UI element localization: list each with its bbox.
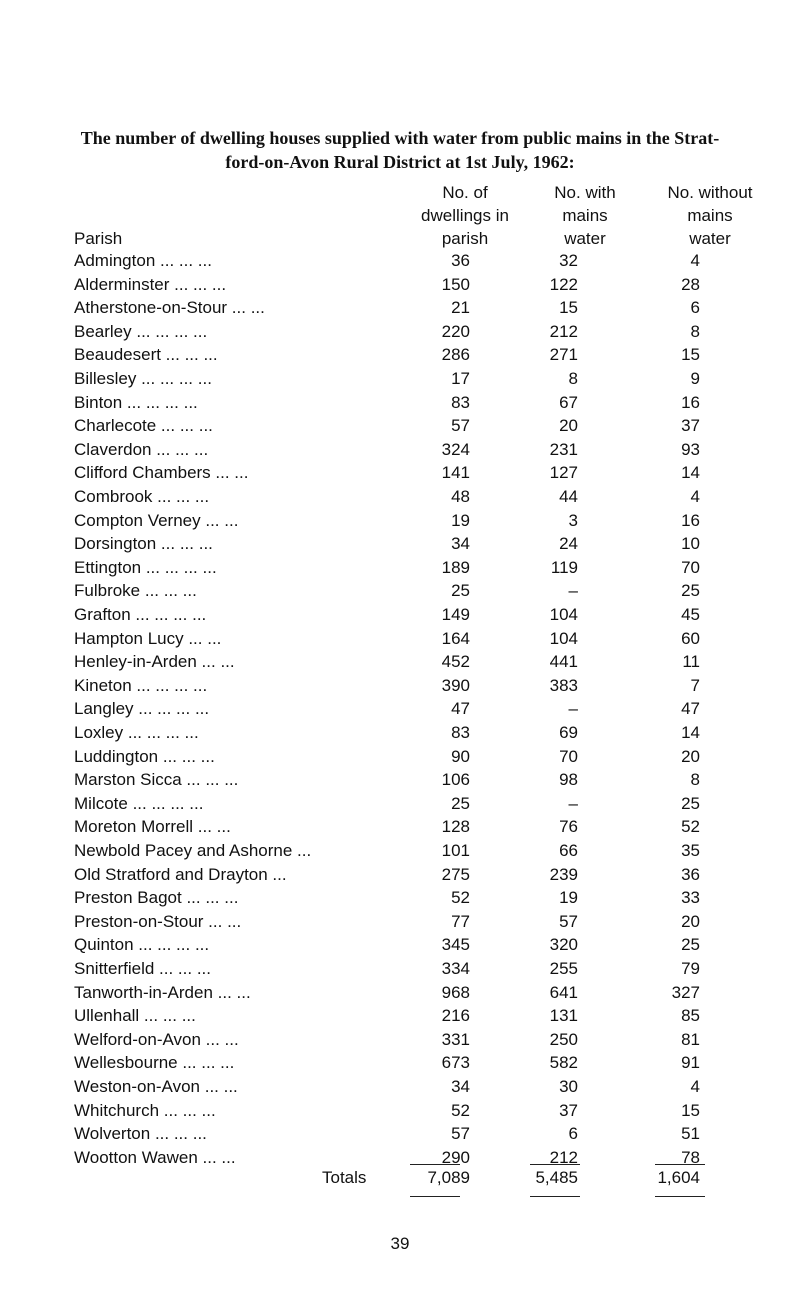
parish-name: Alderminster ... ... ... [74,274,227,294]
without-mains-count: 35 [681,841,700,860]
header-parish: Parish [74,229,123,248]
table-row [0,841,800,865]
without-mains-count: 8 [690,321,700,341]
without-mains-count: 70 [681,557,700,577]
parish-name: Langley ... ... ... ... [74,699,210,719]
without-mains-count: 9 [690,369,700,388]
table-row [0,605,800,629]
parish-name: Snitterfield ... ... ... [74,959,211,978]
parish-name: Preston Bagot ... ... ... [74,888,239,908]
column-rule [530,1196,580,1197]
with-mains-count: 8 [568,369,578,388]
table-title-line-2: ford-on-Avon Rural District at 1st July, 1962: [225,152,575,172]
dwellings-count: 83 [451,723,470,742]
dwellings-count: 189 [441,557,470,577]
with-mains-count: 67 [559,392,578,412]
dwellings-count: 36 [451,251,470,270]
with-mains-count: – [568,581,578,601]
column-rule [410,1196,460,1197]
without-mains-count: 37 [681,416,700,436]
table-row [0,511,800,535]
column-rule [410,1164,460,1165]
with-mains-count: 70 [559,746,578,766]
header-dwellings-line: No. of [442,183,488,202]
without-mains-count: 15 [681,345,700,365]
dwellings-count: 52 [451,1100,470,1120]
table-row [0,416,800,440]
dwellings-count: 48 [451,487,470,506]
table-row [0,534,800,558]
without-mains-count: 7 [690,675,700,695]
without-mains-count: 16 [681,510,700,530]
parish-name: Ullenhall ... ... ... [74,1006,196,1026]
with-mains-count: 271 [549,345,578,365]
total-without-mains: 1,604 [657,1168,700,1187]
total-dwellings: 7,089 [427,1168,470,1187]
table-row [0,581,800,605]
with-mains-count: 441 [549,652,578,672]
dwellings-count: 968 [441,982,470,1002]
dwellings-count: 47 [451,699,470,719]
dwellings-count: 164 [441,628,470,648]
parish-name: Tanworth-in-Arden ... ... [74,982,251,1002]
without-mains-count: 6 [690,298,700,318]
header-dwellings-line: parish [441,229,489,248]
parish-name: Clifford Chambers ... ... [74,463,249,483]
table-row [0,1101,800,1125]
without-mains-count: 25 [681,935,700,955]
table-row [0,629,800,653]
table-row [0,345,800,369]
header-with-mains-line: No. with [554,183,616,202]
parish-name: Newbold Pacey and Ashorne ... [74,841,312,860]
parish-name: Old Stratford and Drayton ... [74,864,287,884]
with-mains-count: 66 [559,841,578,860]
without-mains-count: 52 [681,817,700,837]
without-mains-count: 33 [681,888,700,908]
header-dwellings [405,181,525,250]
dwellings-count: 25 [451,581,470,601]
without-mains-count: 81 [681,1029,700,1049]
parish-name: Quinton ... ... ... ... [74,935,210,955]
with-mains-count: 383 [549,675,578,695]
with-mains-count: 37 [559,1100,578,1120]
dwellings-count: 19 [451,510,470,530]
dwellings-count: 17 [451,369,470,388]
without-mains-count: 4 [690,487,700,506]
with-mains-count: – [568,793,578,813]
without-mains-count: 36 [681,864,700,884]
dwellings-count: 275 [441,864,470,884]
parish-name: Whitchurch ... ... ... [74,1100,216,1120]
with-mains-count: 212 [549,1147,578,1167]
table-row [0,463,800,487]
parish-name: Hampton Lucy ... ... [74,628,222,648]
dwellings-count: 128 [441,817,470,837]
table-row [0,935,800,959]
with-mains-count: 212 [549,321,578,341]
parish-name: Claverdon ... ... ... [74,439,209,459]
dwellings-count: 150 [441,274,470,294]
table-row [0,652,800,676]
parish-name: Grafton ... ... ... ... [74,605,207,624]
table-row [0,865,800,889]
without-mains-count: 14 [681,463,700,483]
table-row [0,959,800,983]
parish-name: Moreton Morrell ... ... [74,817,231,837]
table-row [0,393,800,417]
with-mains-count: 239 [549,864,578,884]
without-mains-count: 25 [681,793,700,813]
dwellings-count: 290 [441,1147,470,1167]
dwellings-count: 83 [451,392,470,412]
table-title-line-1: The number of dwelling houses supplied with water from public mains in the Strat- [80,128,720,148]
table-row [0,558,800,582]
table-row [0,1053,800,1077]
dwellings-count: 452 [441,652,470,672]
with-mains-count: 76 [559,817,578,837]
dwellings-count: 101 [441,841,470,860]
header-without-mains-line: water [689,229,731,248]
parish-name: Milcote ... ... ... ... [74,793,204,813]
without-mains-count: 10 [681,534,700,554]
parish-name: Binton ... ... ... ... [74,392,198,412]
table-row [0,983,800,1007]
parish-name: Marston Sicca ... ... ... [74,770,239,790]
with-mains-count: 30 [559,1077,578,1096]
header-without-mains-line: mains [687,206,733,225]
table-row [0,699,800,723]
parish-name: Charlecote ... ... ... [74,416,213,436]
with-mains-count: 3 [568,510,578,530]
column-rule [655,1196,705,1197]
without-mains-count: 4 [690,1077,700,1096]
parish-name: Beaudesert ... ... ... [74,345,218,365]
dwellings-count: 52 [451,888,470,908]
without-mains-count: 45 [681,605,700,624]
without-mains-count: 47 [681,699,700,719]
parish-name: Fulbroke ... ... ... [74,581,197,601]
parish-name: Compton Verney ... ... [74,510,239,530]
with-mains-count: 19 [559,888,578,908]
header-without-mains-line: No. without [667,183,753,202]
without-mains-count: 14 [681,723,700,742]
dwellings-count: 331 [441,1029,470,1049]
with-mains-count: 320 [549,935,578,955]
parish-name: Billesley ... ... ... ... [74,369,212,388]
with-mains-count: 32 [559,251,578,270]
table-row [0,770,800,794]
with-mains-count: 582 [549,1053,578,1073]
parish-name: Dorsington ... ... ... [74,534,213,554]
table-row [0,1006,800,1030]
parish-name: Luddington ... ... ... [74,746,215,766]
column-rule [655,1164,705,1165]
dwellings-count: 334 [441,959,470,978]
total-with-mains: 5,485 [535,1168,578,1187]
without-mains-count: 4 [690,251,700,270]
header-dwellings-line: dwellings in [421,206,509,225]
with-mains-count: 127 [549,463,578,483]
table-row [0,440,800,464]
table-row [0,888,800,912]
table-row [0,747,800,771]
table-row [0,723,800,747]
parish-name: Ettington ... ... ... ... [74,557,217,577]
parish-name: Bearley ... ... ... ... [74,321,208,341]
parish-name: Combrook ... ... ... [74,487,210,506]
with-mains-count: 98 [559,770,578,790]
dwellings-count: 25 [451,793,470,813]
dwellings-count: 149 [441,605,470,624]
table-row [0,298,800,322]
parish-name: Wolverton ... ... ... [74,1124,207,1144]
table-row [0,251,800,275]
dwellings-count: 141 [441,463,470,483]
without-mains-count: 15 [681,1100,700,1120]
table-row [0,794,800,818]
totals-label: Totals [322,1168,367,1187]
table-row [0,487,800,511]
dwellings-count: 216 [441,1006,470,1026]
with-mains-count: 57 [559,911,578,931]
table-row [0,369,800,393]
dwellings-count: 57 [451,416,470,436]
header-with-mains-line: mains [562,206,608,225]
without-mains-count: 8 [690,770,700,790]
with-mains-count: – [568,699,578,719]
without-mains-count: 20 [681,746,700,766]
without-mains-count: 28 [681,274,700,294]
parish-name: Preston-on-Stour ... ... [74,911,242,931]
with-mains-count: 44 [559,487,578,506]
with-mains-count: 131 [549,1006,578,1026]
table-row [0,912,800,936]
dwellings-count: 77 [451,911,470,931]
dwellings-count: 57 [451,1124,470,1144]
without-mains-count: 11 [682,652,700,672]
table-row [0,322,800,346]
dwellings-count: 21 [451,298,470,318]
without-mains-count: 16 [681,392,700,412]
dwellings-count: 220 [441,321,470,341]
without-mains-count: 20 [681,911,700,931]
dwellings-count: 390 [441,675,470,695]
parish-name: Atherstone-on-Stour ... ... [74,298,265,318]
with-mains-count: 15 [559,298,578,318]
parish-name: Weston-on-Avon ... ... [74,1077,238,1096]
table-row [0,676,800,700]
dwellings-count: 673 [441,1053,470,1073]
dwellings-count: 90 [451,746,470,766]
without-mains-count: 60 [681,628,700,648]
table-row [0,1030,800,1054]
table-row [0,1077,800,1101]
without-mains-count: 91 [681,1053,700,1073]
without-mains-count: 79 [681,959,700,978]
with-mains-count: 20 [559,416,578,436]
with-mains-count: 24 [559,534,578,554]
with-mains-count: 104 [549,605,578,624]
dwellings-count: 106 [441,770,470,790]
with-mains-count: 641 [549,982,578,1002]
parish-name: Kineton ... ... ... ... [74,675,208,695]
dwellings-count: 34 [451,534,470,554]
with-mains-count: 231 [549,439,578,459]
without-mains-count: 25 [681,581,700,601]
header-with-mains-line: water [564,229,606,248]
parish-name: Loxley ... ... ... ... [74,723,199,742]
with-mains-count: 69 [559,723,578,742]
without-mains-count: 78 [681,1147,700,1167]
column-rule [530,1164,580,1165]
with-mains-count: 104 [549,628,578,648]
with-mains-count: 255 [549,959,578,978]
without-mains-count: 93 [681,439,700,459]
table-row [0,817,800,841]
with-mains-count: 250 [549,1029,578,1049]
with-mains-count: 6 [568,1124,578,1144]
without-mains-count: 85 [681,1006,700,1026]
parish-name: Wellesbourne ... ... ... [74,1053,235,1073]
dwellings-count: 345 [441,935,470,955]
page-number: 39 [390,1234,410,1253]
table-row [0,275,800,299]
dwellings-count: 286 [441,345,470,365]
header-with-mains [525,181,645,250]
dwellings-count: 324 [441,439,470,459]
header-without-mains [650,181,770,250]
parish-name: Welford-on-Avon ... ... [74,1029,239,1049]
dwellings-count: 34 [451,1077,470,1096]
without-mains-count: 327 [671,982,700,1002]
without-mains-count: 51 [681,1124,700,1144]
parish-name: Wootton Wawen ... ... [74,1147,236,1167]
with-mains-count: 122 [549,274,578,294]
with-mains-count: 119 [550,557,578,577]
parish-name: Henley-in-Arden ... ... [74,652,235,672]
table-row [0,1124,800,1148]
parish-name: Admington ... ... ... [74,251,212,270]
